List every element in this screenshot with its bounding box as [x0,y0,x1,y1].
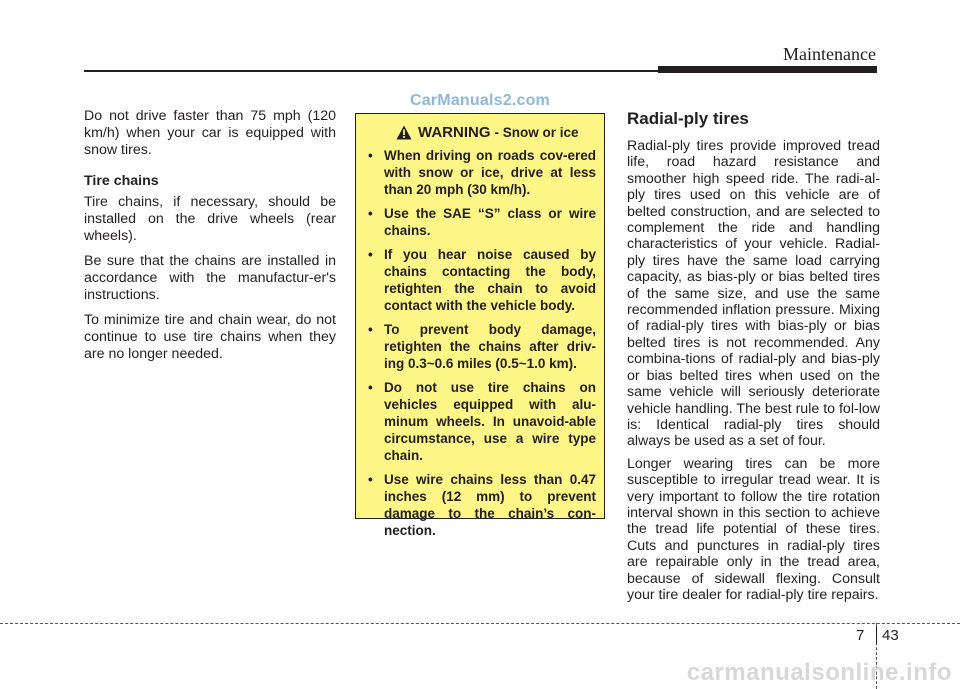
watermark-bottom: carmanualsonline.info [686,659,952,686]
warning-box [355,113,605,538]
right-column [627,108,880,609]
tire-chains-paragraph-2: Be sure that the chains are installed in accordance with the manufactur-er's instructions. [84,253,336,303]
snow-tires-paragraph: Do not drive faster than 75 mph (120 km/h) when your car is equipped with snow tires. [84,108,336,158]
page-number: 43 [882,627,899,644]
footer-rule [0,623,960,624]
warning-header [396,124,596,141]
warning-item: • To prevent body damage, retighten the chains after driv-ing 0.3~0.6 miles (0.5~1.0 km). [366,321,596,372]
page-number-divider [876,626,877,644]
left-column [84,108,336,371]
warning-item: • If you hear noise caused by chains contacting the body, retighten the chain to avoid contact with the vehicle body. [366,246,596,314]
tire-chains-paragraph-3: To minimize tire and chain wear, do not continue to use tire chains when they are no longer needed. [84,312,336,362]
warning-subtitle: - Snow or ice [494,125,579,140]
radial-ply-paragraph-1: Radial-ply tires provide improved tread life, road hazard resistance and smoother high speed ride. The radi-al-ply tires used on this vehicle are of belted construction, and are selected to complement the ride and handling characteristics of your vehicle. Radial-ply tires have the same load carrying capacity, as bias-ply or bias belted tires of the same size, and use the same recommended inflation pressure. Mixing of radial-ply tires with bias-ply or bias belted tires is not recommended. Any combina-tions of radial-ply and bias-ply or bias belted tires when used on the same vehicle will seriously deteriorate vehicle handling. The best rule to fol-low is: Identical radial-ply tires should always be used as a set of four. [627,138,880,450]
watermark-top: CarManuals2.com [410,92,550,109]
section-title: Maintenance [783,44,876,64]
warning-item: • Use the SAE “S” class or wire chains. [366,205,596,239]
tire-chains-paragraph-1: Tire chains, if necessary, should be installed on the drive wheels (rear wheels). [84,194,336,244]
tire-chains-heading: Tire chains [84,173,159,189]
warning-item: • When driving on roads cov-ered with snow or ice, drive at less than 20 mph (30 km/h). [366,147,596,198]
warning-title: WARNING [418,124,491,141]
warning-list [366,147,596,539]
header-rule [84,70,664,72]
warning-triangle-icon [396,125,412,140]
chapter-number: 7 [856,627,865,644]
radial-ply-heading: Radial-ply tires [627,109,749,128]
warning-item: • Use wire chains less than 0.47 inches (12 mm) to prevent damage to the chain’s con-nection. [366,471,596,539]
header-rule-accent [658,66,877,73]
warning-item: • Do not use tire chains on vehicles equipped with alu-minum wheels. In unavoid-able circumstance, use a wire type chain. [366,379,596,464]
radial-ply-paragraph-2: Longer wearing tires can be more susceptible to irregular tread wear. It is very important to follow the tire rotation interval shown in this section to achieve the tread life potential of these tires. Cuts and punctures in radial-ply tires are repairable only in the tread area, because of sidewall flexing. Consult your tire dealer for radial-ply tire repairs. [627,455,880,603]
